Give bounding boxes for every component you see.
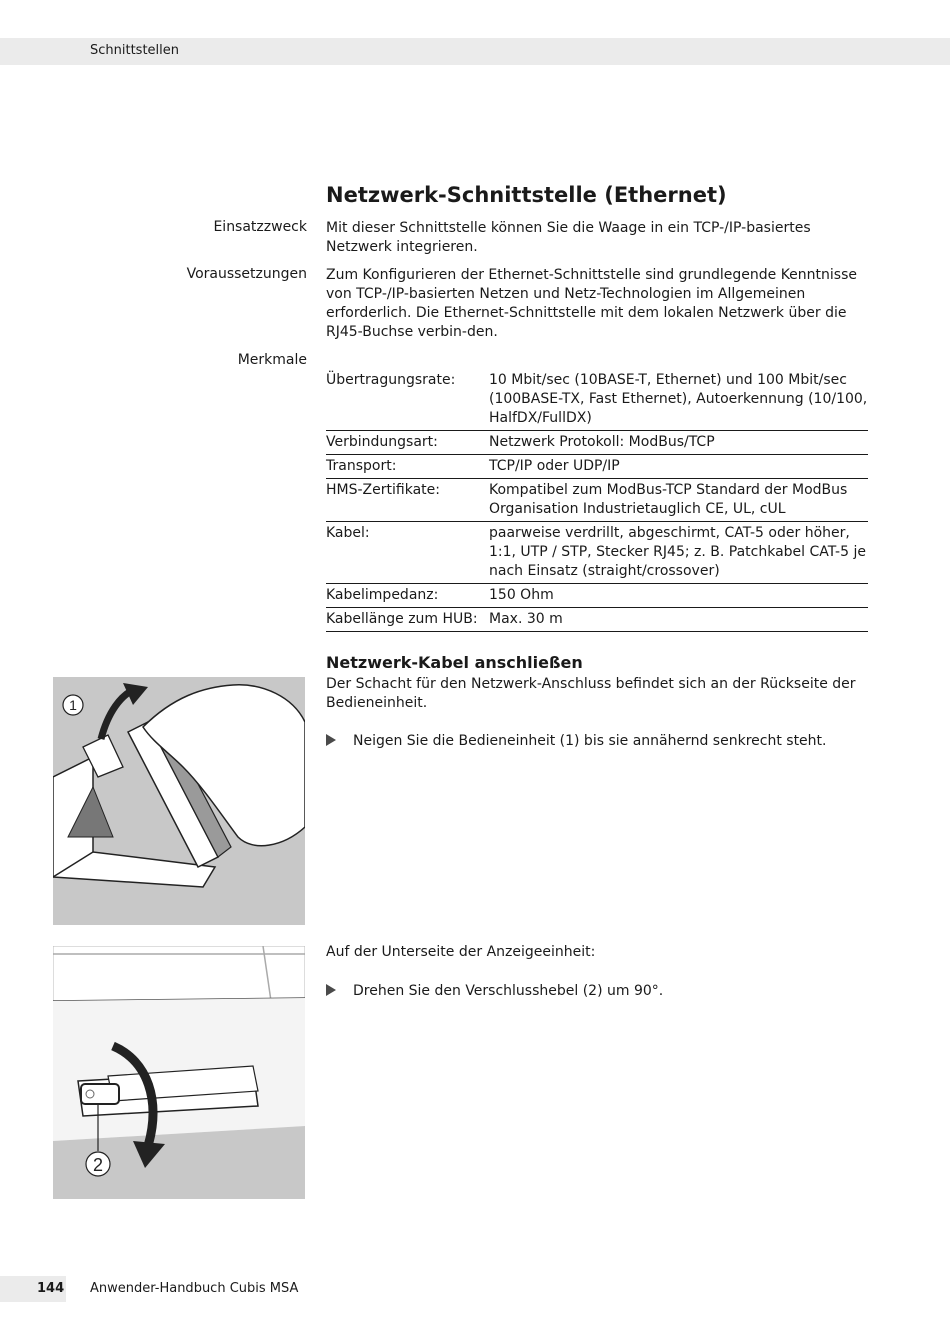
callout-label: 2: [92, 1155, 104, 1175]
label-einsatzzweck: Einsatzzweck: [213, 219, 307, 235]
footer-title: Anwender-Handbuch Cubis MSA: [90, 1281, 299, 1296]
section-intro-2: Auf der Unterseite der Anzeigeeinheit:: [326, 944, 596, 960]
spec-key: Kabelimpedanz:: [326, 587, 439, 603]
step-text: Neigen Sie die Bedieneinheit (1) bis sie annähernd senkrecht steht.: [353, 733, 827, 749]
text-voraussetzungen: Zum Konfigurieren der Ethernet-Schnittstelle sind grundlegende Kenntnisse von TCP-/IP-basierten Netzen und Netz-Technologien im Allgemeinen erforderlich. Die Ethernet-Schnittstelle mit dem lokalen Netzwerk über die RJ45-Buchse verbin-den.: [326, 267, 857, 340]
device-underside: [53, 998, 305, 1141]
label-voraussetzungen: Voraussetzungen: [186, 266, 307, 282]
spec-key: Kabel:: [326, 525, 370, 541]
table-row: [326, 431, 868, 455]
figure-tilt-operating-unit: [53, 677, 305, 925]
spec-value: paarweise verdrillt, abgeschirmt, CAT-5 oder höher, 1:1, UTP / STP, Stecker RJ45; z. B. Patchkabel CAT-5 je nach Einsatz (straight/crossover): [489, 525, 866, 579]
spec-key: Verbindungsart:: [326, 434, 438, 450]
step-text: Drehen Sie den Verschlusshebel (2) um 90°.: [353, 983, 664, 999]
spec-key: Übertragungsrate:: [326, 372, 456, 388]
bullet-arrow-icon: [326, 734, 336, 746]
spec-value: Kompatibel zum ModBus-TCP Standard der ModBus Organisation Industrietauglich CE, UL, cUL: [489, 482, 848, 517]
spec-key: HMS-Zertifikate:: [326, 482, 440, 498]
page-title: Netzwerk-Schnittstelle (Ethernet): [326, 183, 727, 207]
text-einsatzzweck: Mit dieser Schnittstelle können Sie die Waage in ein TCP-/IP-basiertes Netzwerk integrieren.: [326, 220, 811, 255]
section-intro: Der Schacht für den Netzwerk-Anschluss befindet sich an der Rückseite der Bedieneinheit.: [326, 676, 856, 711]
spec-value: Netzwerk Protokoll: ModBus/TCP: [489, 434, 715, 450]
table-row: [326, 608, 868, 632]
table-row: [326, 455, 868, 479]
spec-table: [326, 369, 868, 632]
page-number: 144: [37, 1281, 65, 1296]
step-tilt-unit: [326, 732, 826, 751]
table-row: [326, 584, 868, 608]
spec-value: 10 Mbit/sec (10BASE-T, Ethernet) und 100 Mbit/sec (100BASE-TX, Fast Ethernet), Autoerkennung (10/100, HalfDX/FullDX): [489, 372, 868, 426]
label-merkmale: Merkmale: [237, 352, 307, 368]
running-header: Schnittstellen: [90, 43, 180, 58]
spec-key: Kabellänge zum HUB:: [326, 611, 478, 627]
locking-lever: [81, 1084, 119, 1104]
bullet-arrow-icon: [326, 984, 336, 996]
section-heading: Netzwerk-Kabel anschließen: [326, 653, 583, 672]
table-row: [326, 479, 868, 522]
spec-value: TCP/IP oder UDP/IP: [489, 458, 620, 474]
step-turn-lever: [326, 982, 663, 1001]
figure-turn-locking-lever: [53, 946, 305, 1199]
table-row: [326, 369, 868, 431]
callout-label: 1: [69, 697, 77, 713]
spec-value: 150 Ohm: [489, 587, 554, 603]
spec-key: Transport:: [326, 458, 397, 474]
table-row: [326, 522, 868, 584]
spec-value: Max. 30 m: [489, 611, 563, 627]
